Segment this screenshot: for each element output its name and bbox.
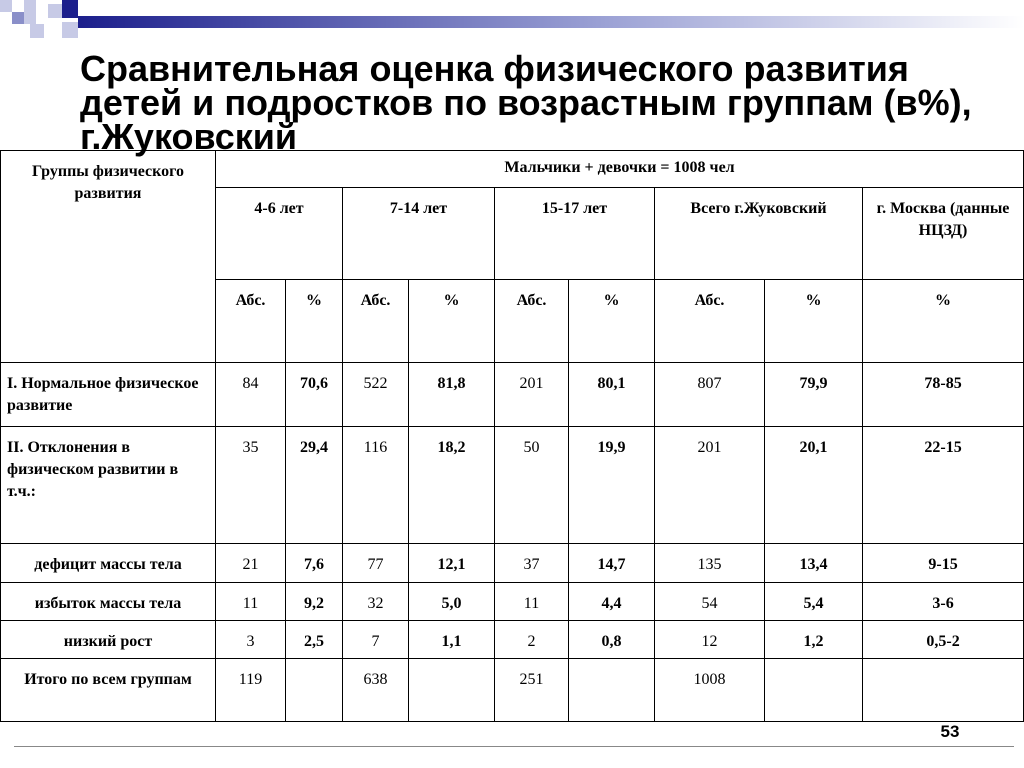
header-age-15-17: 15-17 лет xyxy=(495,188,655,280)
subheader-pct: % xyxy=(863,280,1024,363)
cell-abs: 135 xyxy=(655,544,765,583)
cell-pct: 4,4 xyxy=(569,583,655,621)
header-decoration xyxy=(0,0,1024,50)
table-row xyxy=(1,583,1024,621)
cell-abs: 7 xyxy=(343,621,409,659)
cell-abs: 522 xyxy=(343,363,409,427)
row-label: дефицит массы тела xyxy=(1,544,216,583)
cell-pct: 5,0 xyxy=(409,583,495,621)
cell-abs: 12 xyxy=(655,621,765,659)
cell-abs: 35 xyxy=(216,427,286,544)
cell-abs: 84 xyxy=(216,363,286,427)
footer-divider xyxy=(14,746,1014,747)
table-row xyxy=(1,544,1024,583)
cell-pct: 5,4 xyxy=(765,583,863,621)
cell-abs: 2 xyxy=(495,621,569,659)
cell-abs: 638 xyxy=(343,659,409,722)
cell-pct: 9,2 xyxy=(286,583,343,621)
cell-pct xyxy=(286,659,343,722)
cell-moscow xyxy=(863,659,1024,722)
cell-abs: 11 xyxy=(495,583,569,621)
cell-abs: 77 xyxy=(343,544,409,583)
cell-pct: 18,2 xyxy=(409,427,495,544)
cell-abs: 37 xyxy=(495,544,569,583)
slide-title: Сравнительная оценка физического развития детей и подростков по возрастным группам (в%), г.Жуковский xyxy=(80,48,972,157)
cell-moscow: 3-6 xyxy=(863,583,1024,621)
subheader-abs: Абс. xyxy=(495,280,569,363)
header-age-7-14: 7-14 лет xyxy=(343,188,495,280)
header-total-zhukovsky: Всего г.Жуковский xyxy=(655,188,863,280)
page-number: 53 xyxy=(940,722,960,741)
cell-pct: 80,1 xyxy=(569,363,655,427)
cell-moscow: 22-15 xyxy=(863,427,1024,544)
cell-pct: 0,8 xyxy=(569,621,655,659)
header-groups: Группы физического развития xyxy=(1,151,216,363)
cell-moscow: 78-85 xyxy=(863,363,1024,427)
cell-abs: 3 xyxy=(216,621,286,659)
cell-pct: 1,1 xyxy=(409,621,495,659)
cell-pct: 29,4 xyxy=(286,427,343,544)
row-label: II. Отклонения в физическом развитии в т.ч.: xyxy=(1,427,216,544)
table-row xyxy=(1,659,1024,722)
header-total: Мальчики + девочки = 1008 чел xyxy=(216,151,1024,188)
subheader-pct: % xyxy=(765,280,863,363)
cell-pct: 2,5 xyxy=(286,621,343,659)
cell-abs: 21 xyxy=(216,544,286,583)
subheader-abs: Абс. xyxy=(655,280,765,363)
cell-pct: 13,4 xyxy=(765,544,863,583)
subheader-abs: Абс. xyxy=(216,280,286,363)
table-row xyxy=(1,427,1024,544)
cell-pct xyxy=(765,659,863,722)
cell-pct: 1,2 xyxy=(765,621,863,659)
cell-pct: 70,6 xyxy=(286,363,343,427)
cell-abs: 54 xyxy=(655,583,765,621)
cell-abs: 11 xyxy=(216,583,286,621)
cell-pct xyxy=(569,659,655,722)
cell-pct: 7,6 xyxy=(286,544,343,583)
cell-moscow: 9-15 xyxy=(863,544,1024,583)
table-row xyxy=(1,363,1024,427)
cell-pct: 81,8 xyxy=(409,363,495,427)
subheader-pct: % xyxy=(409,280,495,363)
cell-abs: 32 xyxy=(343,583,409,621)
row-label: Итого по всем группам xyxy=(1,659,216,722)
cell-moscow: 0,5-2 xyxy=(863,621,1024,659)
subheader-abs: Абс. xyxy=(343,280,409,363)
cell-abs: 201 xyxy=(495,363,569,427)
cell-abs: 201 xyxy=(655,427,765,544)
cell-pct: 19,9 xyxy=(569,427,655,544)
subheader-pct: % xyxy=(569,280,655,363)
development-table xyxy=(0,150,1024,722)
row-label: избыток массы тела xyxy=(1,583,216,621)
subheader-pct: % xyxy=(286,280,343,363)
cell-pct: 12,1 xyxy=(409,544,495,583)
row-label: I. Нормальное физическое развитие xyxy=(1,363,216,427)
header-age-4-6: 4-6 лет xyxy=(216,188,343,280)
cell-abs: 119 xyxy=(216,659,286,722)
cell-pct xyxy=(409,659,495,722)
cell-abs: 116 xyxy=(343,427,409,544)
cell-pct: 14,7 xyxy=(569,544,655,583)
cell-abs: 251 xyxy=(495,659,569,722)
cell-abs: 807 xyxy=(655,363,765,427)
cell-abs: 1008 xyxy=(655,659,765,722)
row-label: низкий рост xyxy=(1,621,216,659)
table-row xyxy=(1,621,1024,659)
header-moscow: г. Москва (данные НЦЗД) xyxy=(863,188,1024,280)
cell-pct: 20,1 xyxy=(765,427,863,544)
cell-abs: 50 xyxy=(495,427,569,544)
cell-pct: 79,9 xyxy=(765,363,863,427)
